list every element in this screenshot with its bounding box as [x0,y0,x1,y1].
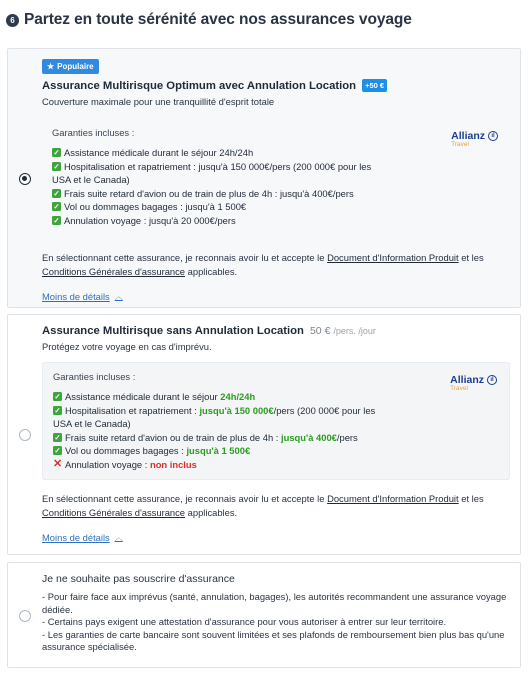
step-number-badge: 6 [6,14,19,27]
allianz-mark-icon: ıl [488,131,498,141]
offer-sans-annulation-subtitle: Protégez votre voyage en cas d'imprévu. [42,341,212,352]
check-icon: ✓ [53,161,60,171]
offer-sans-annulation-details-toggle[interactable]: Moins de détails ︿ [42,532,123,543]
offer-optimum-title-row [42,79,510,92]
offer-sans-annulation-title: Assurance Multirisque sans Annulation Location [42,325,304,337]
check-icon: ✓ [54,432,61,442]
offer-optimum-bonus-badge: +50 € [362,79,387,92]
offer-optimum-title: Assurance Multirisque Optimum avec Annulation Location [42,79,357,92]
conditions-generales-link[interactable]: Conditions Générales d'assurance [42,507,186,518]
popular-badge [42,59,99,74]
offer-sans-annulation-radio[interactable] [19,429,31,441]
no-insurance-title: Je ne souhaite pas souscrire d'assurance [42,573,235,585]
chevron-up-icon: ︿ [114,533,123,542]
check-icon: ✓ [53,148,60,157]
offer-card-sans-annulation[interactable] [7,314,521,555]
check-icon: ✓ [53,202,60,211]
section-header [6,11,412,29]
offer-optimum-subtitle: Couverture maximale pour une tranquillité d'esprit totale [42,96,275,107]
no-insurance-radio[interactable] [19,610,31,622]
cross-icon: ✕ [53,457,63,470]
offer-price: 50 € /pers. /jour [309,325,376,337]
section-title: Partez en toute sérénité avec nos assurances voyage [24,11,412,28]
doc-info-produit-link[interactable]: Document d'Information Produit [327,252,459,263]
guarantee-item-continued: USA et le Canada) [52,174,130,185]
guarantees-label: Garanties incluses : [53,371,136,382]
guarantee-item: ✓ Vol ou dommages bagages : jusqu'à 1 500€ [53,201,247,212]
guarantee-item-continued: USA et le Canada) [53,418,131,429]
insurer-name: Allianz [451,130,485,142]
allianz-logo [450,374,497,392]
no-insurance-point: - Les garanties de carte bancaire sont souvent limitées et ses plafonds de remboursement bien plus bas qu'une assurance spécialisée. [42,628,505,652]
allianz-mark-icon: ıl [487,375,497,385]
allianz-logo [451,130,498,148]
chevron-up-icon: ︿ [114,292,123,301]
offer-card-optimum[interactable] [7,48,521,308]
insurer-sub: Travel [451,141,469,148]
conditions-generales-link[interactable]: Conditions Générales d'assurance [42,266,186,277]
guarantee-item: ✓ Annulation voyage : jusqu'à 20 000€/pers [53,214,236,226]
guarantee-item: ✓ Hospitalisation et rapatriement : jusqu'à 150 000€/pers (200 000€ pour les [53,160,372,172]
guarantee-item: ✓ Vol ou dommages bagages : jusqu'à 1 500€ [54,445,251,456]
guarantees-label: Garanties incluses : [52,127,135,138]
star-icon: ★ [47,61,55,71]
no-insurance-points [42,591,510,654]
guarantee-item: ✓ Frais suite retard d'avion ou de train de plus de 4h : jusqu'à 400€/pers [53,187,354,199]
offer-sans-annulation-guarantees [42,362,510,480]
offer-optimum-guarantees [42,119,510,235]
offer-optimum-legal: En sélectionnant cette assurance, je reconnais avoir lu et accepte le Document d'Information Produit et les Conditions Générales d'assurance applicables. [42,252,484,277]
guarantee-item: ✓ Hospitalisation et rapatriement : jusqu'à 150 000€/pers (200 000€ pour les [54,404,376,416]
check-icon: ✓ [54,392,61,401]
no-insurance-card[interactable] [7,562,521,668]
guarantee-item: ✓ Assistance médicale durant le séjour 24h/24h [53,147,254,158]
guarantee-item: ✓ Assistance médicale durant le séjour 24h/24h [54,391,256,402]
offer-optimum-details-toggle[interactable]: Moins de détails ︿ [42,291,123,302]
guarantee-item: ✓ Frais suite retard d'avion ou de train de plus de 4h : jusqu'à 400€/pers [54,431,358,443]
no-insurance-point: - Certains pays exigent une attestation d'assurance pour vous autoriser à entrer sur leur territoire. [42,616,447,627]
check-icon: ✓ [53,215,60,225]
offer-sans-annulation-legal: En sélectionnant cette assurance, je reconnais avoir lu et accepte le Document d'Information Produit et les Conditions Générales d'assurance applicables. [42,493,484,518]
insurer-name: Allianz [450,374,484,386]
check-icon: ✓ [54,405,61,415]
check-icon: ✓ [53,188,60,198]
insurer-sub: Travel [450,385,468,392]
guarantee-item: ✕ Annulation voyage : non inclus [53,457,197,470]
offer-sans-annulation-title-row [42,325,510,337]
no-insurance-point: - Pour faire face aux imprévus (santé, annulation, bagages), les autorités recommandent une assurance voyage dédiée. [42,591,507,615]
doc-info-produit-link[interactable]: Document d'Information Produit [327,493,459,504]
offer-optimum-radio[interactable] [19,173,31,185]
popular-badge-label: Populaire [57,62,94,71]
check-icon: ✓ [54,446,61,455]
